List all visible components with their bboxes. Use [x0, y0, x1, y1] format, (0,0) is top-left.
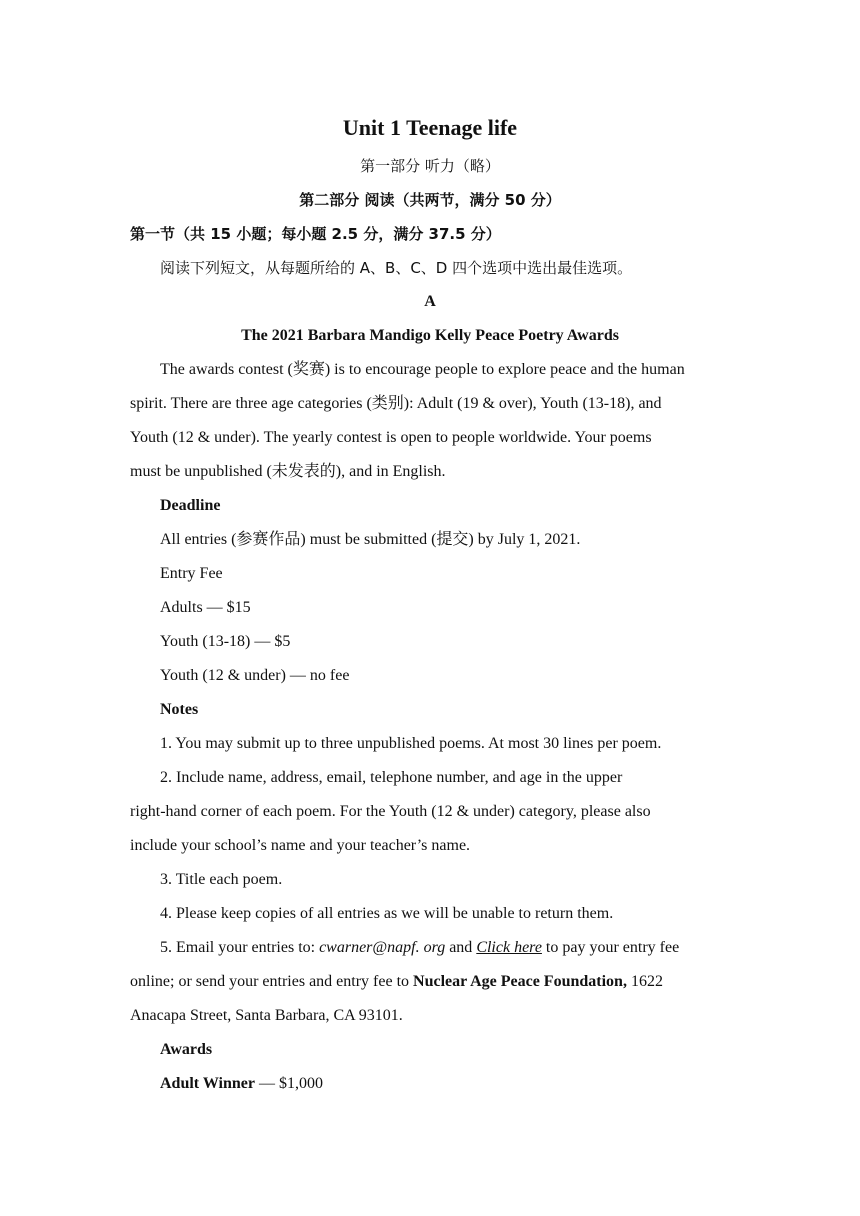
instruction-text: 阅读下列短文，从每题所给的 A、B、C、D 四个选项中选出最佳选项。	[160, 259, 633, 277]
entry-fee-heading: Entry Fee	[160, 565, 223, 582]
click-here-link[interactable]: Click here	[476, 939, 542, 956]
deadline-text: All entries (参赛作品) must be submitted (提交) by July 1, 2021.	[160, 531, 581, 548]
note-2-line-3: include your school’s name and your teacher’s name.	[130, 837, 471, 854]
notes-heading: Notes	[160, 701, 199, 718]
fee-youth-13-18: Youth (13-18) — $5	[160, 633, 291, 650]
passage-letter: A	[424, 293, 436, 310]
document-title: Unit 1 Teenage life	[342, 115, 518, 140]
note-5-line-1	[160, 938, 679, 958]
note-5-line2-pre: online; or send your entries and entry fee to	[130, 973, 414, 990]
note-3: 3. Title each poem.	[160, 871, 283, 888]
intro-line-3: Youth (12 & under). The yearly contest is open to people worldwide. Your poems	[130, 429, 652, 446]
part1-heading: 第一部分 听力（略）	[360, 157, 500, 175]
passage-title: The 2021 Barbara Mandigo Kelly Peace Poetry Awards	[241, 327, 619, 344]
fee-youth-12-under: Youth (12 & under) — no fee	[160, 667, 350, 684]
adult-winner-line	[160, 1074, 323, 1094]
note-2-line-2: right-hand corner of each poem. For the Youth (12 & under) category, please also	[130, 803, 651, 820]
note-5-line2-post: 1622	[626, 973, 663, 990]
note-5-line-2	[130, 972, 663, 992]
deadline-heading: Deadline	[160, 497, 221, 514]
intro-line-1: The awards contest (奖赛) is to encourage people to explore peace and the human	[160, 361, 685, 378]
email-address-link[interactable]: cwarner@napf. org	[319, 939, 446, 956]
intro-line-4: must be unpublished (未发表的), and in English.	[130, 463, 446, 480]
section1-heading: 第一节（共 15 小题；每小题 2.5 分，满分 37.5 分）	[130, 225, 501, 243]
note-1: 1. You may submit up to three unpublished poems. At most 30 lines per poem.	[160, 735, 662, 752]
note-5-and: and	[445, 939, 477, 956]
note-5-prefix: 5. Email your entries to:	[160, 939, 320, 956]
note-5-after-link: to pay your entry fee	[541, 939, 680, 956]
awards-heading: Awards	[160, 1041, 213, 1058]
note-5-line-3: Anacapa Street, Santa Barbara, CA 93101.	[130, 1007, 403, 1024]
adult-winner-prize: — $1,000	[255, 1075, 323, 1092]
part2-heading: 第二部分 阅读（共两节，满分 50 分）	[299, 191, 561, 209]
fee-adults: Adults — $15	[160, 599, 251, 616]
note-4: 4. Please keep copies of all entries as we will be unable to return them.	[160, 905, 614, 922]
note-2-line-1: 2. Include name, address, email, telephone number, and age in the upper	[160, 769, 623, 786]
organization-name: Nuclear Age Peace Foundation,	[413, 973, 627, 990]
adult-winner-label: Adult Winner	[160, 1075, 255, 1092]
intro-line-2: spirit. There are three age categories (类别): Adult (19 & over), Youth (13-18), and	[130, 395, 662, 412]
